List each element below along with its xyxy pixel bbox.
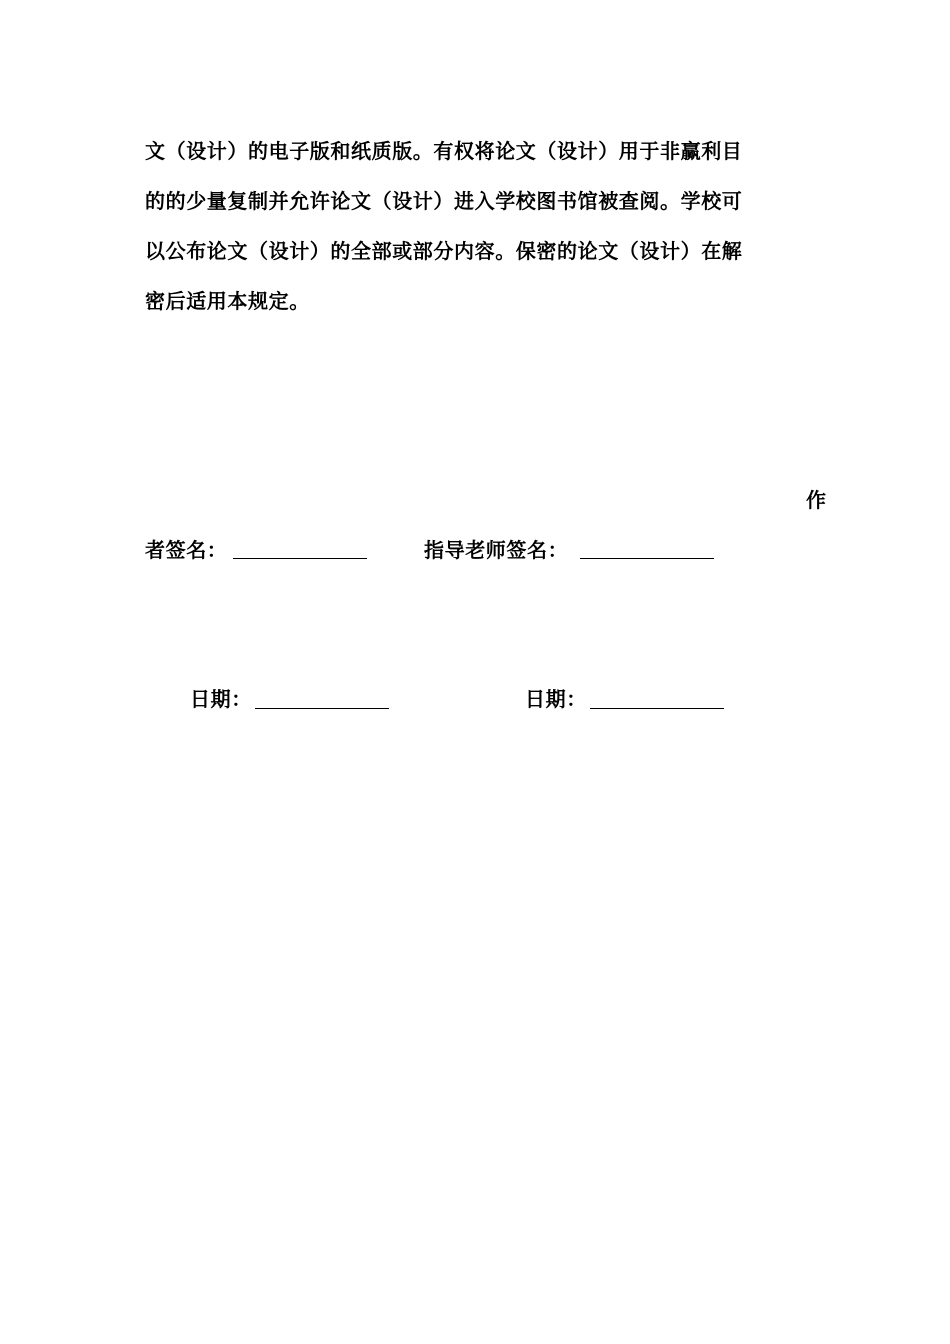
author-signature-label: 者签名： bbox=[145, 538, 228, 562]
author-date-label: 日期： bbox=[190, 687, 252, 711]
paragraph-line-2: 的的少量复制并允许论文（设计）进入学校图书馆被查阅。学校可 bbox=[145, 189, 743, 213]
author-date-line bbox=[255, 708, 389, 709]
author-signature-line bbox=[233, 558, 367, 559]
paragraph-line-4: 密后适用本规定。 bbox=[145, 289, 310, 313]
wrapped-character: 作 bbox=[806, 488, 826, 512]
advisor-date-label: 日期： bbox=[525, 687, 587, 711]
paragraph-line-1: 文（设计）的电子版和纸质版。有权将论文（设计）用于非赢利目 bbox=[145, 139, 743, 163]
paragraph-line-3: 以公布论文（设计）的全部或部分内容。保密的论文（设计）在解 bbox=[145, 239, 743, 263]
advisor-signature-line bbox=[580, 558, 714, 559]
advisor-date-line bbox=[590, 708, 724, 709]
advisor-signature-label: 指导老师签名： bbox=[424, 538, 569, 562]
